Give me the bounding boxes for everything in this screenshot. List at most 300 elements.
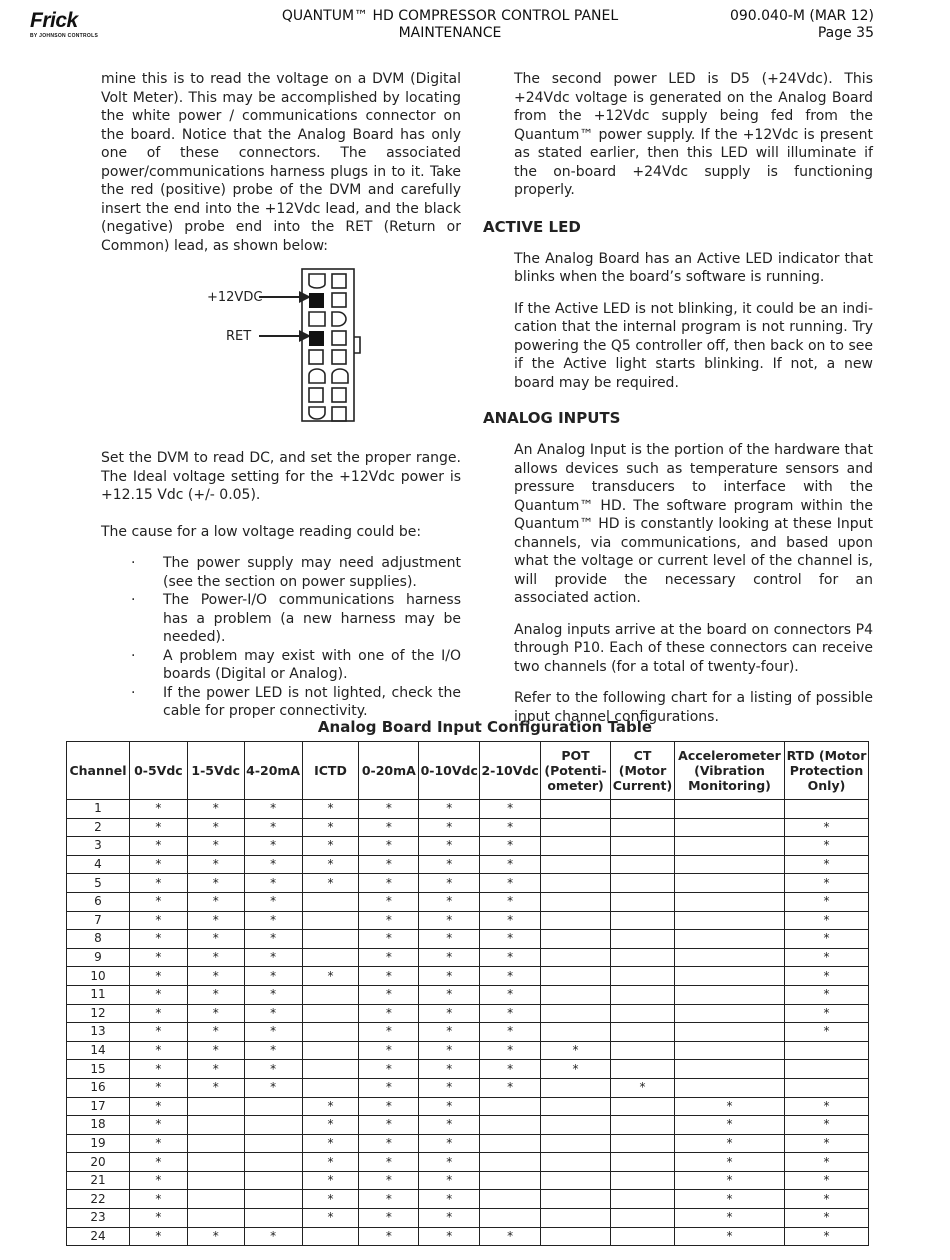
table-cell	[541, 911, 611, 930]
table-row	[67, 874, 869, 893]
table-cell: *	[129, 1116, 187, 1135]
table-cell	[541, 800, 611, 819]
table-cell	[302, 1078, 359, 1097]
table-cell: *	[480, 1004, 541, 1023]
table-cell: *	[129, 1171, 187, 1190]
table-cell	[480, 1116, 541, 1135]
table-cell: *	[419, 1153, 480, 1172]
table-cell: *	[480, 948, 541, 967]
table-cell: *	[359, 1153, 419, 1172]
list-item-text: A problem may exist with one of the I/O boards (Digital or Analog).	[163, 647, 461, 682]
table-cell: *	[784, 874, 868, 893]
table-cell: *	[480, 818, 541, 837]
table-cell	[302, 948, 359, 967]
table-cell: *	[244, 985, 302, 1004]
table-cell: *	[129, 874, 187, 893]
table-cell	[611, 1023, 675, 1042]
table-cell: *	[419, 1041, 480, 1060]
table-cell: *	[244, 892, 302, 911]
table-cell	[675, 892, 785, 911]
table-cell: *	[419, 874, 480, 893]
table-cell	[244, 1134, 302, 1153]
table-cell: *	[187, 818, 244, 837]
table-cell	[480, 1134, 541, 1153]
table-row	[67, 1134, 869, 1153]
table-cell: *	[187, 855, 244, 874]
table-cell	[187, 1209, 244, 1228]
table-cell: *	[129, 1041, 187, 1060]
active-led-paragraph-1: The Analog Board has an Active LED indicator that blinks when the board’s software is running.	[514, 250, 873, 285]
table-cell: *	[359, 1060, 419, 1079]
table-cell: *	[675, 1227, 785, 1246]
table-cell	[187, 1171, 244, 1190]
table-row	[67, 1041, 869, 1060]
table-cell	[541, 874, 611, 893]
table-cell	[302, 1060, 359, 1079]
table-cell: *	[419, 1171, 480, 1190]
table-cell: *	[187, 1060, 244, 1079]
table-cell: *	[419, 892, 480, 911]
table-cell: *	[359, 855, 419, 874]
column-header: 0-5Vdc	[129, 742, 187, 800]
table-cell: *	[302, 1153, 359, 1172]
channel-number-cell: 3	[67, 837, 130, 856]
table-cell: *	[187, 892, 244, 911]
table-cell: *	[784, 1097, 868, 1116]
table-cell	[611, 1153, 675, 1172]
table-cell	[541, 967, 611, 986]
table-cell: *	[302, 874, 359, 893]
table-cell: *	[675, 1153, 785, 1172]
table-cell: *	[187, 948, 244, 967]
table-cell: *	[129, 967, 187, 986]
table-cell: *	[187, 1023, 244, 1042]
table-cell	[675, 1078, 785, 1097]
right-column	[483, 70, 873, 726]
table-cell: *	[359, 1041, 419, 1060]
table-cell: *	[784, 1116, 868, 1135]
heading-analog-inputs: ANALOG INPUTS	[483, 409, 621, 427]
table-cell: *	[129, 1209, 187, 1228]
table-cell: *	[419, 1227, 480, 1246]
table-cell: *	[419, 1060, 480, 1079]
table-cell	[541, 1209, 611, 1228]
cause-list	[101, 554, 461, 721]
column-header: 0-20mA	[359, 742, 419, 800]
channel-number-cell: 15	[67, 1060, 130, 1079]
table-cell	[187, 1134, 244, 1153]
table-cell: *	[480, 892, 541, 911]
analog-paragraph-1: An Analog Input is the portion of the hardware that allows devices such as temperature sensors and pressure transducers to interface with the Quantum™ HD. The software program within the Quantum™ HD is constantly looking at these Input channels, via communications, and based upon what the voltage or current level of the channel is, will provide the necessary control for an associated action.	[514, 442, 873, 606]
channel-number-cell: 13	[67, 1023, 130, 1042]
table-cell	[541, 818, 611, 837]
table-row	[67, 1116, 869, 1135]
table-cell: *	[129, 930, 187, 949]
table-cell: *	[359, 874, 419, 893]
table-cell	[244, 1171, 302, 1190]
table-cell	[611, 911, 675, 930]
table-cell	[244, 1116, 302, 1135]
table-cell: *	[244, 1041, 302, 1060]
table-cell	[541, 1116, 611, 1135]
table-cell: *	[359, 892, 419, 911]
table-cell	[611, 1004, 675, 1023]
channel-number-cell: 2	[67, 818, 130, 837]
table-cell	[611, 1041, 675, 1060]
table-cell	[611, 874, 675, 893]
table-cell: *	[359, 930, 419, 949]
channel-number-cell: 5	[67, 874, 130, 893]
table-cell: *	[419, 818, 480, 837]
channel-number-cell: 11	[67, 985, 130, 1004]
table-cell	[541, 855, 611, 874]
analog-paragraph-2: Analog inputs arrive at the board on connectors P4 through P10. Each of these connectors can receive two channels (for a total of twenty-four).	[514, 621, 873, 675]
table-cell: *	[129, 1004, 187, 1023]
table-cell: *	[187, 1078, 244, 1097]
table-row	[67, 1153, 869, 1172]
heading-active-led: ACTIVE LED	[483, 217, 581, 236]
left-column	[101, 70, 461, 721]
page-header-meta	[730, 8, 874, 42]
table-cell: *	[359, 837, 419, 856]
table-cell: *	[480, 911, 541, 930]
table-cell: *	[784, 967, 868, 986]
table-cell: *	[419, 1023, 480, 1042]
table-cell: *	[784, 911, 868, 930]
table-cell	[302, 892, 359, 911]
table-cell: *	[784, 1134, 868, 1153]
table-cell: *	[480, 1078, 541, 1097]
table-cell: *	[244, 1004, 302, 1023]
table-cell	[244, 1097, 302, 1116]
table-cell: *	[244, 1227, 302, 1246]
table-cell	[541, 1190, 611, 1209]
table-cell: *	[359, 967, 419, 986]
logo-text: Frick	[30, 9, 78, 32]
table-cell	[675, 818, 785, 837]
table-header-row	[67, 742, 869, 800]
table-cell: *	[187, 1227, 244, 1246]
page-number: Page 35	[817, 25, 874, 41]
left-paragraph-2: Set the DVM to read DC, and set the proper range. The Ideal voltage setting for the +12Vdc power is +12.15 Vdc (+/- 0.05).	[101, 450, 461, 503]
column-header: 0-10Vdc	[419, 742, 480, 800]
table-cell: *	[675, 1209, 785, 1228]
table-cell	[611, 1227, 675, 1246]
table-cell: *	[129, 1134, 187, 1153]
channel-number-cell: 21	[67, 1171, 130, 1190]
table-cell	[302, 1004, 359, 1023]
table-cell: *	[187, 800, 244, 819]
table-cell: *	[419, 1134, 480, 1153]
table-cell: *	[784, 1209, 868, 1228]
table-cell: *	[784, 930, 868, 949]
table-row	[67, 1078, 869, 1097]
table-cell	[611, 1097, 675, 1116]
table-cell	[541, 1004, 611, 1023]
table-cell	[611, 1171, 675, 1190]
table-cell	[675, 855, 785, 874]
table-title: Analog Board Input Configuration Table	[317, 718, 653, 736]
table-cell	[244, 1209, 302, 1228]
table-cell: *	[480, 1041, 541, 1060]
table-cell: *	[129, 818, 187, 837]
table-cell	[480, 1171, 541, 1190]
table-cell: *	[480, 855, 541, 874]
table-cell	[541, 837, 611, 856]
table-cell: *	[129, 911, 187, 930]
table-cell: *	[784, 818, 868, 837]
table-cell	[675, 948, 785, 967]
table-cell	[611, 967, 675, 986]
channel-number-cell: 24	[67, 1227, 130, 1246]
table-cell: *	[244, 874, 302, 893]
table-cell: *	[419, 1209, 480, 1228]
label-12vdc: +12VDC	[207, 290, 263, 305]
table-cell	[541, 1134, 611, 1153]
table-cell: *	[302, 1171, 359, 1190]
page-header-title	[240, 8, 660, 42]
table-row	[67, 1060, 869, 1079]
left-paragraph-1: mine this is to read the voltage on a DVM (Digital Volt Meter). This may be accomplished by locating the white power / communications connector on the board. Notice that the Analog Board has only one of these connectors. The associated power/communications harness plugs in to it. Take the red (positive) probe of the DVM and carefully insert the end into the +12Vdc lead, and the black (negative) probe end into the RET (Return or Common) lead, as shown below:	[101, 71, 461, 254]
table-cell	[784, 800, 868, 819]
channel-number-cell: 23	[67, 1209, 130, 1228]
table-cell: *	[359, 1004, 419, 1023]
table-cell	[675, 874, 785, 893]
table-cell: *	[244, 1078, 302, 1097]
list-item	[101, 591, 461, 647]
table-cell	[541, 1097, 611, 1116]
table-cell: *	[419, 948, 480, 967]
table-cell	[244, 1153, 302, 1172]
table-cell: *	[129, 1153, 187, 1172]
table-cell	[187, 1153, 244, 1172]
table-cell: *	[244, 930, 302, 949]
channel-number-cell: 18	[67, 1116, 130, 1135]
table-body	[67, 800, 869, 1246]
analog-paragraph-3: Refer to the following chart for a listing of possible input channel configurations.	[514, 690, 873, 725]
table-cell: *	[302, 837, 359, 856]
table-cell: *	[359, 1078, 419, 1097]
table-cell	[541, 930, 611, 949]
table-cell: *	[359, 1134, 419, 1153]
list-item-text: If the power LED is not lighted, check the cable for proper connectivity.	[163, 684, 461, 719]
table-cell	[541, 1078, 611, 1097]
table-cell	[675, 1041, 785, 1060]
table-row	[67, 1190, 869, 1209]
table-cell: *	[675, 1097, 785, 1116]
table-cell: *	[480, 800, 541, 819]
table-cell: *	[419, 1097, 480, 1116]
pin-12vdc	[309, 293, 324, 308]
label-ret: RET	[226, 329, 252, 344]
table-cell: *	[675, 1116, 785, 1135]
table-cell: *	[129, 892, 187, 911]
table-cell: *	[419, 967, 480, 986]
table-cell	[244, 1190, 302, 1209]
channel-number-cell: 12	[67, 1004, 130, 1023]
table-cell	[784, 1060, 868, 1079]
table-cell: *	[784, 1004, 868, 1023]
table-cell: *	[611, 1078, 675, 1097]
table-cell	[611, 818, 675, 837]
table-cell: *	[129, 1190, 187, 1209]
table-cell: *	[187, 1004, 244, 1023]
table-cell: *	[302, 1116, 359, 1135]
table-cell	[480, 1097, 541, 1116]
table-cell	[611, 892, 675, 911]
channel-number-cell: 4	[67, 855, 130, 874]
table-row	[67, 818, 869, 837]
table-cell	[187, 1190, 244, 1209]
table-cell	[480, 1209, 541, 1228]
column-header: 1-5Vdc	[187, 742, 244, 800]
table-cell: *	[784, 1227, 868, 1246]
table-row	[67, 855, 869, 874]
table-cell: *	[359, 1209, 419, 1228]
table-cell: *	[129, 948, 187, 967]
table-row	[67, 967, 869, 986]
right-paragraph-1: The second power LED is D5 (+24Vdc). This +24Vdc voltage is generated on the Analog Board from the +12Vdc supply being fed from the Quantum™ power supply. If the +12Vdc is present as stated earlier, then this LED will illuminate if the on-board +24Vdc supply is functioning properly.	[514, 71, 873, 198]
table-cell	[541, 1227, 611, 1246]
table-cell	[675, 1060, 785, 1079]
table-cell: *	[480, 985, 541, 1004]
header-title-line1: QUANTUM™ HD COMPRESSOR CONTROL PANEL	[281, 8, 619, 24]
table-cell: *	[419, 911, 480, 930]
table-cell: *	[359, 1171, 419, 1190]
table-cell: *	[480, 1023, 541, 1042]
table-cell: *	[784, 1153, 868, 1172]
channel-number-cell: 9	[67, 948, 130, 967]
table-cell: *	[419, 930, 480, 949]
table-cell	[541, 892, 611, 911]
table-cell: *	[675, 1134, 785, 1153]
table-cell	[302, 930, 359, 949]
table-cell: *	[480, 1227, 541, 1246]
table-row	[67, 1171, 869, 1190]
table-cell	[611, 837, 675, 856]
table-row	[67, 1209, 869, 1228]
table-cell: *	[675, 1171, 785, 1190]
table-cell: *	[302, 800, 359, 819]
channel-number-cell: 19	[67, 1134, 130, 1153]
table-cell: *	[302, 855, 359, 874]
table-row	[67, 892, 869, 911]
table-cell	[611, 1134, 675, 1153]
table-cell: *	[784, 985, 868, 1004]
channel-number-cell: 8	[67, 930, 130, 949]
table-row	[67, 800, 869, 819]
channel-number-cell: 1	[67, 800, 130, 819]
table-cell: *	[302, 1190, 359, 1209]
table-cell: *	[187, 1041, 244, 1060]
list-item-text: The power supply may need adjustment (see the section on power supplies).	[163, 555, 461, 590]
table-cell: *	[480, 874, 541, 893]
table-cell	[675, 985, 785, 1004]
table-cell: *	[419, 837, 480, 856]
table-cell: *	[244, 911, 302, 930]
table-cell	[675, 967, 785, 986]
channel-number-cell: 14	[67, 1041, 130, 1060]
table-cell	[302, 985, 359, 1004]
table-cell: *	[302, 967, 359, 986]
table-cell: *	[359, 800, 419, 819]
table-cell: *	[302, 818, 359, 837]
table-cell: *	[419, 1190, 480, 1209]
table-cell: *	[359, 948, 419, 967]
table-cell: *	[129, 1227, 187, 1246]
table-cell: *	[359, 911, 419, 930]
table-cell: *	[359, 1097, 419, 1116]
table-cell: *	[244, 1060, 302, 1079]
table-cell: *	[187, 985, 244, 1004]
table-cell: *	[419, 855, 480, 874]
table-cell: *	[419, 800, 480, 819]
bullet-dot: ·	[131, 555, 136, 571]
active-led-paragraph-2: If the Active LED is not blinking, it could be an indication that the internal program is not running. Try powering the Q5 controller off, then back on to see if the Active light starts blinking. If not, a new board may be required.	[514, 300, 873, 391]
table-cell: *	[784, 892, 868, 911]
table-cell	[302, 1227, 359, 1246]
table-cell	[784, 1041, 868, 1060]
bullet-dot: ·	[131, 684, 136, 701]
table-cell	[675, 1023, 785, 1042]
list-item	[101, 647, 461, 684]
table-cell	[480, 1153, 541, 1172]
table-cell: *	[359, 1023, 419, 1042]
table-cell: *	[784, 948, 868, 967]
table-cell: *	[784, 855, 868, 874]
table-cell: *	[129, 1060, 187, 1079]
table-cell	[611, 948, 675, 967]
table-cell: *	[129, 837, 187, 856]
table-cell	[675, 837, 785, 856]
table-cell: *	[129, 1078, 187, 1097]
pin-ret	[309, 331, 324, 346]
table-cell	[187, 1097, 244, 1116]
table-cell	[302, 911, 359, 930]
table-cell: *	[129, 855, 187, 874]
channel-number-cell: 7	[67, 911, 130, 930]
table-cell: *	[129, 1097, 187, 1116]
table-cell	[675, 930, 785, 949]
connector-figure	[101, 255, 461, 449]
analog-input-config-table	[66, 741, 869, 1246]
table-cell: *	[244, 855, 302, 874]
column-header: CT (Motor Current)	[611, 742, 675, 800]
table-cell: *	[187, 967, 244, 986]
table-cell: *	[244, 837, 302, 856]
connector-diagram	[101, 255, 461, 449]
table-cell: *	[244, 967, 302, 986]
channel-number-cell: 16	[67, 1078, 130, 1097]
table-cell: *	[187, 911, 244, 930]
table-cell: *	[244, 948, 302, 967]
table-cell	[187, 1116, 244, 1135]
table-cell: *	[129, 1023, 187, 1042]
table-cell	[675, 911, 785, 930]
bullet-dot: ·	[131, 592, 136, 608]
table-row	[67, 1023, 869, 1042]
table-cell: *	[187, 874, 244, 893]
table-cell: *	[541, 1041, 611, 1060]
logo-subtext: BY JOHNSON CONTROLS	[30, 33, 99, 39]
channel-number-cell: 17	[67, 1097, 130, 1116]
table-cell: *	[302, 1134, 359, 1153]
left-paragraph-3: The cause for a low voltage reading could be:	[101, 523, 422, 540]
table-cell	[611, 1060, 675, 1079]
column-header: POT (Potentiometer)	[541, 742, 611, 800]
table-cell: *	[244, 818, 302, 837]
table-row	[67, 930, 869, 949]
